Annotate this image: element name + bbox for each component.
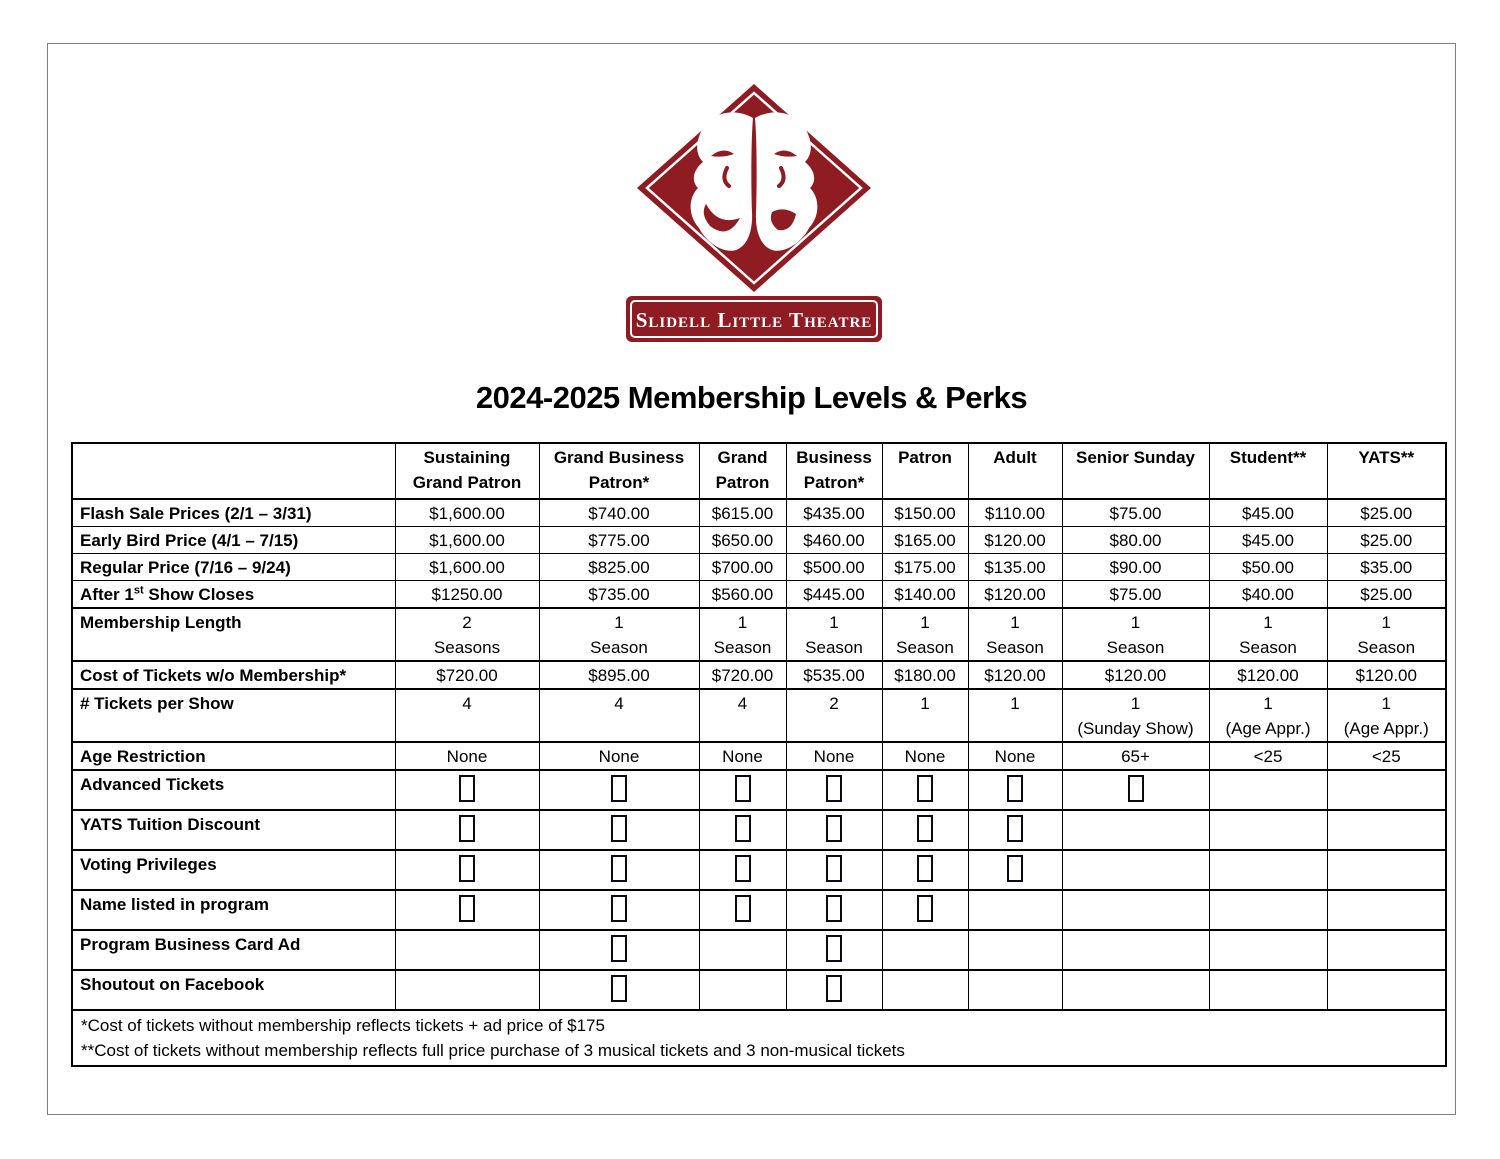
table-cell: 1 Season [699,608,786,661]
table-cell: $435.00 [786,499,882,527]
table-cell [1209,930,1327,970]
row-label: Name listed in program [72,890,395,930]
table-cell: $700.00 [699,554,786,581]
table-cell: $150.00 [882,499,968,527]
table-cell [1327,770,1446,810]
table-cell [1209,810,1327,850]
perk-included-icon [611,815,627,842]
table-cell: 1 Season [539,608,699,661]
table-cell: $445.00 [786,581,882,609]
footnote-line-2: **Cost of tickets without membership reflects full price purchase of 3 musical tickets and 3 non-musical tickets [81,1041,905,1060]
table-cell: $80.00 [1062,527,1209,554]
table-cell [1327,810,1446,850]
table-cell: 4 [539,689,699,742]
perk-included-icon [735,775,751,802]
table-cell: None [882,742,968,770]
table-row-1 [72,499,1446,527]
column-header-2: Grand Business Patron* [539,443,699,499]
table-cell: $1,600.00 [395,499,539,527]
table-cell: 1 Season [968,608,1062,661]
table-cell: 1 (Sunday Show) [1062,689,1209,742]
table-cell [1062,810,1209,850]
table-row-13 [72,930,1446,970]
table-cell [539,810,699,850]
perk-included-icon [1007,775,1023,802]
perk-included-icon [611,935,627,962]
table-cell: None [786,742,882,770]
table-cell: 1 [882,689,968,742]
table-cell [786,930,882,970]
table-cell: 1 Season [1062,608,1209,661]
table-cell: $775.00 [539,527,699,554]
table-cell: $140.00 [882,581,968,609]
table-cell: $110.00 [968,499,1062,527]
table-cell: 4 [699,689,786,742]
table-cell: $120.00 [1062,661,1209,689]
table-cell [1062,930,1209,970]
table-cell: $25.00 [1327,581,1446,609]
table-cell [786,770,882,810]
document-page [47,43,1456,1115]
perk-included-icon [611,775,627,802]
row-label: Early Bird Price (4/1 – 7/15) [72,527,395,554]
table-cell [786,810,882,850]
table-cell: 2 Seasons [395,608,539,661]
table-cell [1062,970,1209,1010]
perk-included-icon [1007,855,1023,882]
table-cell [395,890,539,930]
table-cell [539,770,699,810]
column-header-3: Grand Patron [699,443,786,499]
perk-included-icon [826,895,842,922]
table-cell [968,770,1062,810]
table-cell: $615.00 [699,499,786,527]
table-cell: $1250.00 [395,581,539,609]
table-cell [1327,970,1446,1010]
table-cell: None [395,742,539,770]
table-cell: 1 [968,689,1062,742]
table-cell: $75.00 [1062,581,1209,609]
perk-included-icon [735,815,751,842]
perk-included-icon [826,855,842,882]
table-cell: $90.00 [1062,554,1209,581]
perk-included-icon [459,815,475,842]
table-cell [1062,770,1209,810]
table-cell: $50.00 [1209,554,1327,581]
table-cell [968,890,1062,930]
table-cell [1209,890,1327,930]
table-cell: 65+ [1062,742,1209,770]
perk-included-icon [917,775,933,802]
table-cell [395,810,539,850]
perk-included-icon [735,895,751,922]
perk-included-icon [459,895,475,922]
perk-included-icon [917,895,933,922]
row-label: Advanced Tickets [72,770,395,810]
table-cell [882,770,968,810]
table-cell [882,890,968,930]
table-cell [968,970,1062,1010]
table-cell: 1 Season [1209,608,1327,661]
table-row-2 [72,527,1446,554]
table-row-9 [72,770,1446,810]
table-cell [1327,890,1446,930]
row-label: Age Restriction [72,742,395,770]
table-cell [882,810,968,850]
table-cell [699,810,786,850]
table-cell [395,770,539,810]
footnotes-row [72,1010,1446,1066]
slidell-little-theatre-logo [626,84,882,342]
table-cell: $1,600.00 [395,554,539,581]
table-cell: $40.00 [1209,581,1327,609]
table-cell [882,930,968,970]
table-row-12 [72,890,1446,930]
table-cell [786,890,882,930]
table-cell [1062,850,1209,890]
header-row [72,443,1446,499]
row-label: Membership Length [72,608,395,661]
column-header-1: Sustaining Grand Patron [395,443,539,499]
table-row-8 [72,742,1446,770]
row-label: Voting Privileges [72,850,395,890]
table-cell: <25 [1327,742,1446,770]
table-cell: $1,600.00 [395,527,539,554]
perk-included-icon [735,855,751,882]
table-cell: $175.00 [882,554,968,581]
table-cell: $180.00 [882,661,968,689]
perk-included-icon [611,895,627,922]
table-cell: 1 (Age Appr.) [1327,689,1446,742]
table-cell: $45.00 [1209,499,1327,527]
table-cell: $560.00 [699,581,786,609]
table-cell [699,970,786,1010]
perk-included-icon [826,775,842,802]
row-label: Regular Price (7/16 – 9/24) [72,554,395,581]
table-cell: $25.00 [1327,499,1446,527]
table-cell [968,930,1062,970]
membership-levels-table [71,442,1447,1067]
table-row-6 [72,661,1446,689]
table-cell: $460.00 [786,527,882,554]
perk-included-icon [1007,815,1023,842]
table-cell: None [968,742,1062,770]
table-cell [539,890,699,930]
logo-graphic [626,84,882,342]
table-cell: $120.00 [968,661,1062,689]
table-cell [882,850,968,890]
table-cell: None [539,742,699,770]
table-cell: $45.00 [1209,527,1327,554]
table-cell: $120.00 [1327,661,1446,689]
table-cell [699,850,786,890]
perk-included-icon [611,855,627,882]
table-cell [882,970,968,1010]
row-label: # Tickets per Show [72,689,395,742]
table-cell: $740.00 [539,499,699,527]
logo-banner-text: Slidell Little Theatre [635,308,873,332]
table-cell: $135.00 [968,554,1062,581]
table-row-11 [72,850,1446,890]
table-cell: $75.00 [1062,499,1209,527]
table-cell: $735.00 [539,581,699,609]
table-cell: 1 Season [786,608,882,661]
table-cell [786,970,882,1010]
table-cell: $120.00 [968,527,1062,554]
table-cell [699,930,786,970]
row-label: Cost of Tickets w/o Membership* [72,661,395,689]
column-header-5: Patron [882,443,968,499]
table-cell: $165.00 [882,527,968,554]
table-cell: <25 [1209,742,1327,770]
table-cell: $120.00 [968,581,1062,609]
table-cell [699,890,786,930]
table-cell [786,850,882,890]
table-cell: $25.00 [1327,527,1446,554]
perk-included-icon [459,775,475,802]
table-cell [968,810,1062,850]
table-cell: $720.00 [699,661,786,689]
table-cell: $650.00 [699,527,786,554]
footnotes-cell [72,1010,1446,1066]
row-label: Flash Sale Prices (2/1 – 3/31) [72,499,395,527]
table-cell [1209,970,1327,1010]
perk-included-icon [611,975,627,1002]
page-title: 2024-2025 Membership Levels & Perks [475,380,1028,415]
table-cell [1209,770,1327,810]
table-cell: $500.00 [786,554,882,581]
table-cell: $895.00 [539,661,699,689]
table-cell: $825.00 [539,554,699,581]
table-row-7 [72,689,1446,742]
table-cell [395,850,539,890]
column-header-8: Student** [1209,443,1327,499]
column-header-7: Senior Sunday [1062,443,1209,499]
row-label: After 1st Show Closes [72,581,395,609]
table-cell [395,930,539,970]
column-header-9: YATS** [1327,443,1446,499]
table-cell: 1 Season [882,608,968,661]
perk-included-icon [826,935,842,962]
table-cell: $35.00 [1327,554,1446,581]
table-row-10 [72,810,1446,850]
row-label: YATS Tuition Discount [72,810,395,850]
column-header-4: Business Patron* [786,443,882,499]
perk-included-icon [459,855,475,882]
corner-cell [72,443,395,499]
footnote-line-1: *Cost of tickets without membership reflects tickets + ad price of $175 [81,1016,605,1035]
table-cell: $535.00 [786,661,882,689]
perk-included-icon [826,815,842,842]
perk-included-icon [917,815,933,842]
table-cell: $720.00 [395,661,539,689]
table-cell: None [699,742,786,770]
table-cell [539,970,699,1010]
table-cell: 1 (Age Appr.) [1209,689,1327,742]
diamond-shape [637,84,871,292]
perk-included-icon [917,855,933,882]
table-row-4 [72,581,1446,609]
table-cell: 2 [786,689,882,742]
row-label: Program Business Card Ad [72,930,395,970]
table-cell [1209,850,1327,890]
column-header-6: Adult [968,443,1062,499]
table-cell: $120.00 [1209,661,1327,689]
table-row-5 [72,608,1446,661]
table-cell: 4 [395,689,539,742]
table-row-14 [72,970,1446,1010]
table-cell [539,930,699,970]
table-cell [1327,850,1446,890]
table-cell [539,850,699,890]
perk-included-icon [1128,775,1144,802]
table-cell [1062,890,1209,930]
table-row-3 [72,554,1446,581]
perk-included-icon [826,975,842,1002]
table-cell [968,850,1062,890]
row-label: Shoutout on Facebook [72,970,395,1010]
table-cell [1327,930,1446,970]
table-cell [395,970,539,1010]
table-cell: 1 Season [1327,608,1446,661]
table-cell [699,770,786,810]
